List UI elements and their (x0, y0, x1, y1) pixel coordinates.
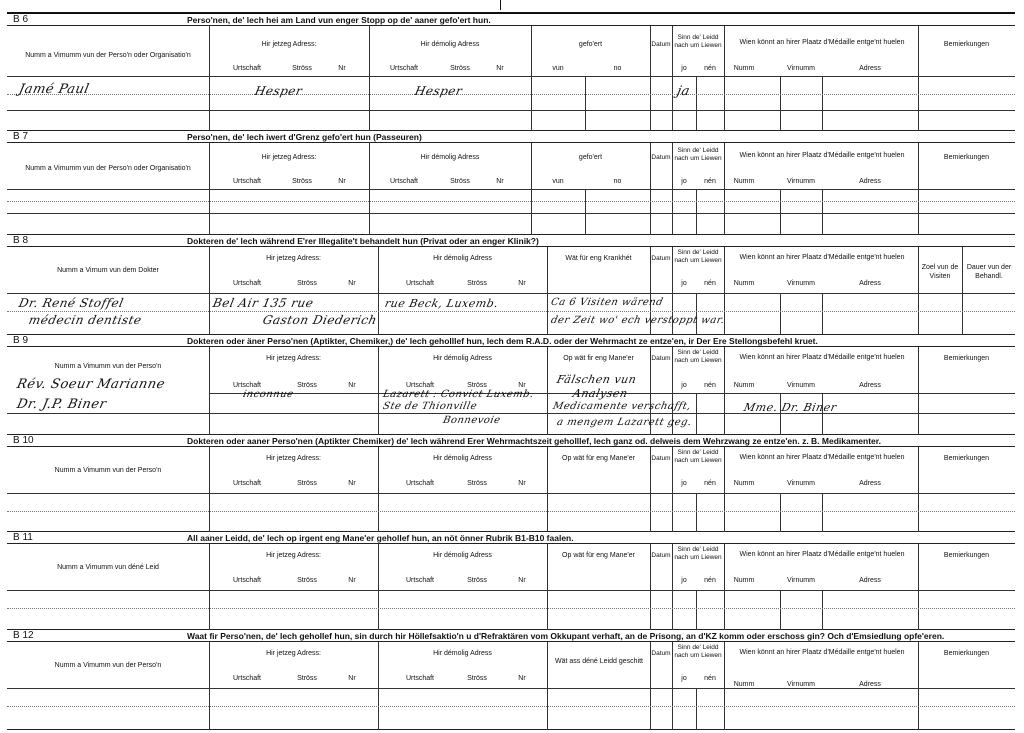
header-nr: Nr (348, 577, 356, 584)
header-medal: Wien könnt an hirer Plaatz d'Médaille entge'nt huelen (739, 152, 905, 159)
handwritten-former-address: Ste de Thionville (381, 401, 479, 412)
handwritten-illness: der Zeit wo' ech verstoppt war. (549, 315, 726, 326)
header-medal: Wien könnt an hirer Plaatz d'Médaille entge'nt huelen (739, 649, 905, 656)
header-town: Urtschaft (232, 382, 261, 389)
section-title: Perso'nen, de' lech iwert d'Grenz gefo'ert hun (Passeuren) (187, 132, 422, 142)
handwritten-name: médecin dentiste (27, 313, 144, 327)
section-header (7, 630, 1015, 642)
header-remarks: Bemierkungen (943, 455, 990, 462)
questionnaire-form (7, 12, 1015, 730)
header-medal: Wien könnt an hirer Plaatz d'Médaille entge'nt huelen (739, 551, 905, 558)
header-former-address: Hir démolig Adress (420, 41, 480, 48)
header-former-address: Hir démolig Adress (433, 552, 492, 559)
header-nr: Nr (518, 577, 526, 584)
header-town: Urtschaft (232, 280, 261, 287)
section-header (7, 235, 1015, 247)
section-code: B 10 (13, 435, 34, 446)
header-first-name: Virnumm (787, 480, 815, 487)
handwritten-former-address: Bonnevoie (441, 415, 502, 426)
header-nr: Nr (518, 480, 526, 487)
section-title: Dokteren oder äner Perso'nen (Aptikter, Chemiker,) de' lech geholllef hun, lech dem R.A.D. oder der Wehrmacht ze entze'en, ir Der Ere Stellongsbefehl kruet. (187, 336, 818, 346)
header-current-address: Hir jetzeg Adress: (266, 355, 321, 362)
header-street: Ströss (297, 382, 317, 389)
header-remarks: Bemierkungen (943, 355, 990, 362)
header-town: Urtschaft (232, 480, 261, 487)
header-from: vun (552, 178, 564, 185)
header-medal: Wien könnt an hirer Plaatz d'Médaille entge'nt huelen (739, 454, 905, 461)
header-town: Urtschaft (405, 382, 434, 389)
section-header (7, 335, 1015, 347)
section-code: B 11 (13, 532, 33, 543)
header-alive: Sinn de' Leidd nach um Liewen (674, 249, 722, 264)
header-date: Datum (651, 255, 671, 262)
header-alive: Sinn de' Leidd nach um Liewen (674, 34, 722, 49)
header-what-done: Wät ass déné Leidd geschitt (555, 658, 643, 665)
header-alive: Sinn de' Leidd nach um Liewen (674, 349, 722, 364)
header-street: Ströss (292, 178, 312, 185)
header-date: Datum (651, 154, 671, 161)
header-address: Adress (859, 178, 881, 185)
header-town: Urtschaft (405, 577, 434, 584)
header-street: Ströss (297, 577, 317, 584)
handwritten-manner: Medicamente verschafft, (551, 401, 693, 412)
header-address: Adress (859, 480, 881, 487)
header-yes: jo (681, 178, 687, 185)
header-yes: jo (681, 675, 687, 682)
header-street: Ströss (297, 280, 317, 287)
top-tick-mark (500, 0, 501, 10)
section-b12 (7, 630, 1015, 730)
header-street: Ströss (467, 280, 487, 287)
handwritten-current-town: Hesper (253, 84, 304, 98)
header-former-address: Hir démolig Adress (433, 650, 492, 657)
header-current-address: Hir jetzeg Adress: (266, 455, 321, 462)
header-name-org: Numm a Vimumm vun der Perso'n oder Organisatio'n (25, 52, 191, 59)
handwritten-current-town: inconnue (241, 389, 295, 400)
header-street: Ströss (292, 65, 312, 72)
handwritten-name: Jamé Paul (17, 82, 91, 97)
header-remarks: Bemierkungen (943, 650, 990, 657)
header-nr: Nr (338, 65, 346, 72)
header-nr: Nr (496, 65, 504, 72)
header-no: nén (704, 577, 716, 584)
header-no: nén (704, 280, 716, 287)
handwritten-former-town: Hesper (413, 84, 464, 98)
header-nr: Nr (348, 382, 356, 389)
header-former-address: Hir démolig Adress (433, 255, 492, 262)
header-town: Urtschaft (232, 675, 261, 682)
header-no: nén (704, 675, 716, 682)
header-no: nén (704, 382, 716, 389)
header-date: Datum (651, 41, 671, 48)
header-town: Urtschaft (405, 280, 434, 287)
header-nr: Nr (518, 675, 526, 682)
header-alive: Sinn de' Leidd nach um Liewen (674, 644, 722, 659)
header-date: Datum (651, 355, 671, 362)
section-header (7, 435, 1015, 447)
section-header (7, 131, 1015, 143)
header-remarks: Bemierkungen (943, 41, 990, 48)
header-yes: jo (681, 382, 687, 389)
header-address: Adress (859, 65, 881, 72)
handwritten-current-address: Bel Air 135 rue (211, 296, 315, 310)
header-name: Numm (733, 681, 755, 688)
header-street: Ströss (467, 480, 487, 487)
header-street: Ströss (297, 480, 317, 487)
header-to: no (613, 65, 622, 72)
header-current-address: Hir jetzeg Adress: (261, 154, 317, 161)
section-b7 (7, 131, 1015, 235)
header-yes: jo (681, 65, 687, 72)
header-illness: Wät für eng Krankhét (565, 255, 632, 262)
header-name-org: Numm a Vimumm vun der Perso'n oder Organisatio'n (25, 165, 191, 172)
header-address: Adress (859, 382, 881, 389)
header-from: vun (552, 65, 564, 72)
header-duration: Dauer vun der Behandl. (966, 264, 1012, 280)
header-town: Urtschaft (389, 178, 418, 185)
handwritten-manner: a mengem Lazarett geg. (555, 417, 693, 428)
header-street: Ströss (297, 675, 317, 682)
header-date: Datum (651, 455, 671, 462)
header-street: Ströss (467, 577, 487, 584)
handwritten-illness: Ca 6 Visiten wärend (549, 297, 665, 308)
header-street: Ströss (467, 675, 487, 682)
header-remarks: Bemierkungen (943, 552, 990, 559)
header-current-address: Hir jetzeg Adress: (266, 255, 321, 262)
header-nr: Nr (338, 178, 346, 185)
header-visits: Zoel vun de Visiten (921, 264, 959, 280)
header-nr: Nr (518, 382, 526, 389)
header-medal: Wien könnt an hirer Plaatz d'Médaille entge'nt huelen (739, 39, 905, 46)
header-alive: Sinn de' Leidd nach um Liewen (674, 147, 722, 162)
handwritten-current-address: Gaston Diederich (261, 313, 379, 327)
header-led: gefo'ert (578, 41, 603, 48)
handwritten-manner: Fälschen vun (555, 373, 638, 386)
header-alive: Sinn de' Leidd nach um Liewen (674, 449, 722, 464)
section-code: B 6 (13, 14, 29, 25)
section-title: Perso'nen, de' lech hei am Land vun enger Stopp op de' aaner gefo'ert hun. (187, 15, 491, 25)
header-alive: Sinn de' Leidd nach um Liewen (674, 546, 722, 561)
header-name-doctor: Numm a Virnum vun dem Dokter (57, 267, 159, 274)
section-code: B 12 (13, 630, 34, 641)
handwritten-name: Dr. J.P. Biner (15, 397, 108, 412)
header-street: Ströss (467, 382, 487, 389)
section-b11 (7, 532, 1015, 630)
header-first-name: Virnumm (787, 681, 815, 688)
header-yes: jo (681, 280, 687, 287)
header-town: Urtschaft (405, 480, 434, 487)
header-first-name: Virnumm (787, 65, 815, 72)
header-former-address: Hir démolig Adress (433, 355, 492, 362)
header-medal: Wien könnt an hirer Plaatz d'Médaille entge'nt huelen (739, 354, 905, 361)
handwritten-former-address: rue Beck, Luxemb. (383, 297, 500, 310)
header-name: Numm (733, 382, 755, 389)
header-first-name: Virnumm (787, 382, 815, 389)
header-name: Numm (733, 178, 755, 185)
header-no: nén (704, 178, 716, 185)
header-street: Ströss (450, 65, 470, 72)
header-street: Ströss (450, 178, 470, 185)
header-yes: jo (681, 480, 687, 487)
handwritten-alive-yes: ja (675, 84, 692, 99)
section-code: B 8 (13, 235, 29, 246)
section-b9 (7, 335, 1015, 435)
header-name: Numm (733, 280, 755, 287)
header-town: Urtschaft (405, 675, 434, 682)
header-nr: Nr (348, 280, 356, 287)
header-date: Datum (651, 552, 671, 559)
handwritten-name: Dr. René Stoffel (17, 296, 126, 310)
handwritten-former-address: Lazarett : Convict Luxemb. (381, 389, 535, 400)
header-to: no (613, 178, 622, 185)
header-town: Urtschaft (232, 65, 261, 72)
header-nr: Nr (348, 480, 356, 487)
header-former-address: Hir démolig Adress (433, 455, 492, 462)
header-yes: jo (681, 577, 687, 584)
section-b8 (7, 235, 1015, 335)
header-address: Adress (859, 280, 881, 287)
header-manner: Op wät für eng Mane'er (562, 552, 635, 559)
section-b6 (7, 14, 1015, 131)
header-first-name: Virnumm (787, 178, 815, 185)
section-title: All aaner Leidd, de' lech op irgent eng Mane'er gehollef hun, an nöt önner Rubrik B1-B10 faalen. (187, 533, 574, 543)
header-no: nén (704, 65, 716, 72)
section-title: Waat fir Perso'nen, de' lech gehollef hun, sin durch hir Höllefsaktio'n u d'Refraktären vom Okkupant verhaft, an de Prisong, an d'KZ komm oder erschoss gin? Och d'Emsiedlung opfe'eren. (187, 631, 945, 641)
section-code: B 9 (13, 335, 29, 346)
header-led: gefo'ert (578, 154, 603, 161)
handwritten-manner: Analysen (571, 387, 629, 400)
header-current-address: Hir jetzeg Adress: (266, 650, 321, 657)
section-b10 (7, 435, 1015, 532)
header-name-person: Numm a Vimumm vun der Perso'n (54, 662, 162, 669)
header-name: Numm (733, 577, 755, 584)
handwritten-name: Rév. Soeur Marianne (15, 377, 167, 392)
header-town: Urtschaft (389, 65, 418, 72)
header-nr: Nr (348, 675, 356, 682)
header-current-address: Hir jetzeg Adress: (266, 552, 321, 559)
header-name-person: Numm a Vimumm vun der Perso'n (54, 467, 162, 474)
header-remarks: Bemierkungen (943, 154, 990, 161)
header-medal: Wien könnt an hirer Plaatz d'Médaille entge'nt huelen (739, 254, 905, 261)
section-header (7, 14, 1015, 26)
header-nr: Nr (518, 280, 526, 287)
header-first-name: Virnumm (787, 577, 815, 584)
header-town: Urtschaft (232, 577, 261, 584)
header-date: Datum (651, 650, 671, 657)
header-name-persons: Numm a Vimumm vun déné Leid (57, 564, 159, 571)
header-name: Numm (733, 65, 755, 72)
header-manner: Op wät fir eng Mane'er (563, 355, 634, 362)
section-code: B 7 (13, 131, 29, 142)
header-former-address: Hir démolig Adress (420, 154, 480, 161)
header-manner: Op wät für eng Mane'er (562, 455, 635, 462)
section-title: Dokteren de' lech während E'rer Illegalite't behandelt hun (Privat oder an enger Klinik?) (187, 236, 539, 246)
header-name-person: Numm a Vimumm vun der Perso'n (54, 363, 162, 370)
header-address: Adress (859, 681, 881, 688)
section-title: Dokteren oder aaner Perso'nen (Aptikter Chemiker) de' lech während Erer Wehrmachtszeit geholllef, lech ganz od. delweis dem Wehrzwang ze entze'en. z. B. Medikamenter. (187, 436, 881, 446)
header-name: Numm (733, 480, 755, 487)
section-header (7, 532, 1015, 544)
header-current-address: Hir jetzeg Adress: (261, 41, 317, 48)
header-first-name: Virnumm (787, 280, 815, 287)
header-town: Urtschaft (232, 178, 261, 185)
handwritten-medal-name: Mme. Dr. Biner (742, 401, 838, 414)
header-address: Adress (859, 577, 881, 584)
header-no: nén (704, 480, 716, 487)
header-nr: Nr (496, 178, 504, 185)
